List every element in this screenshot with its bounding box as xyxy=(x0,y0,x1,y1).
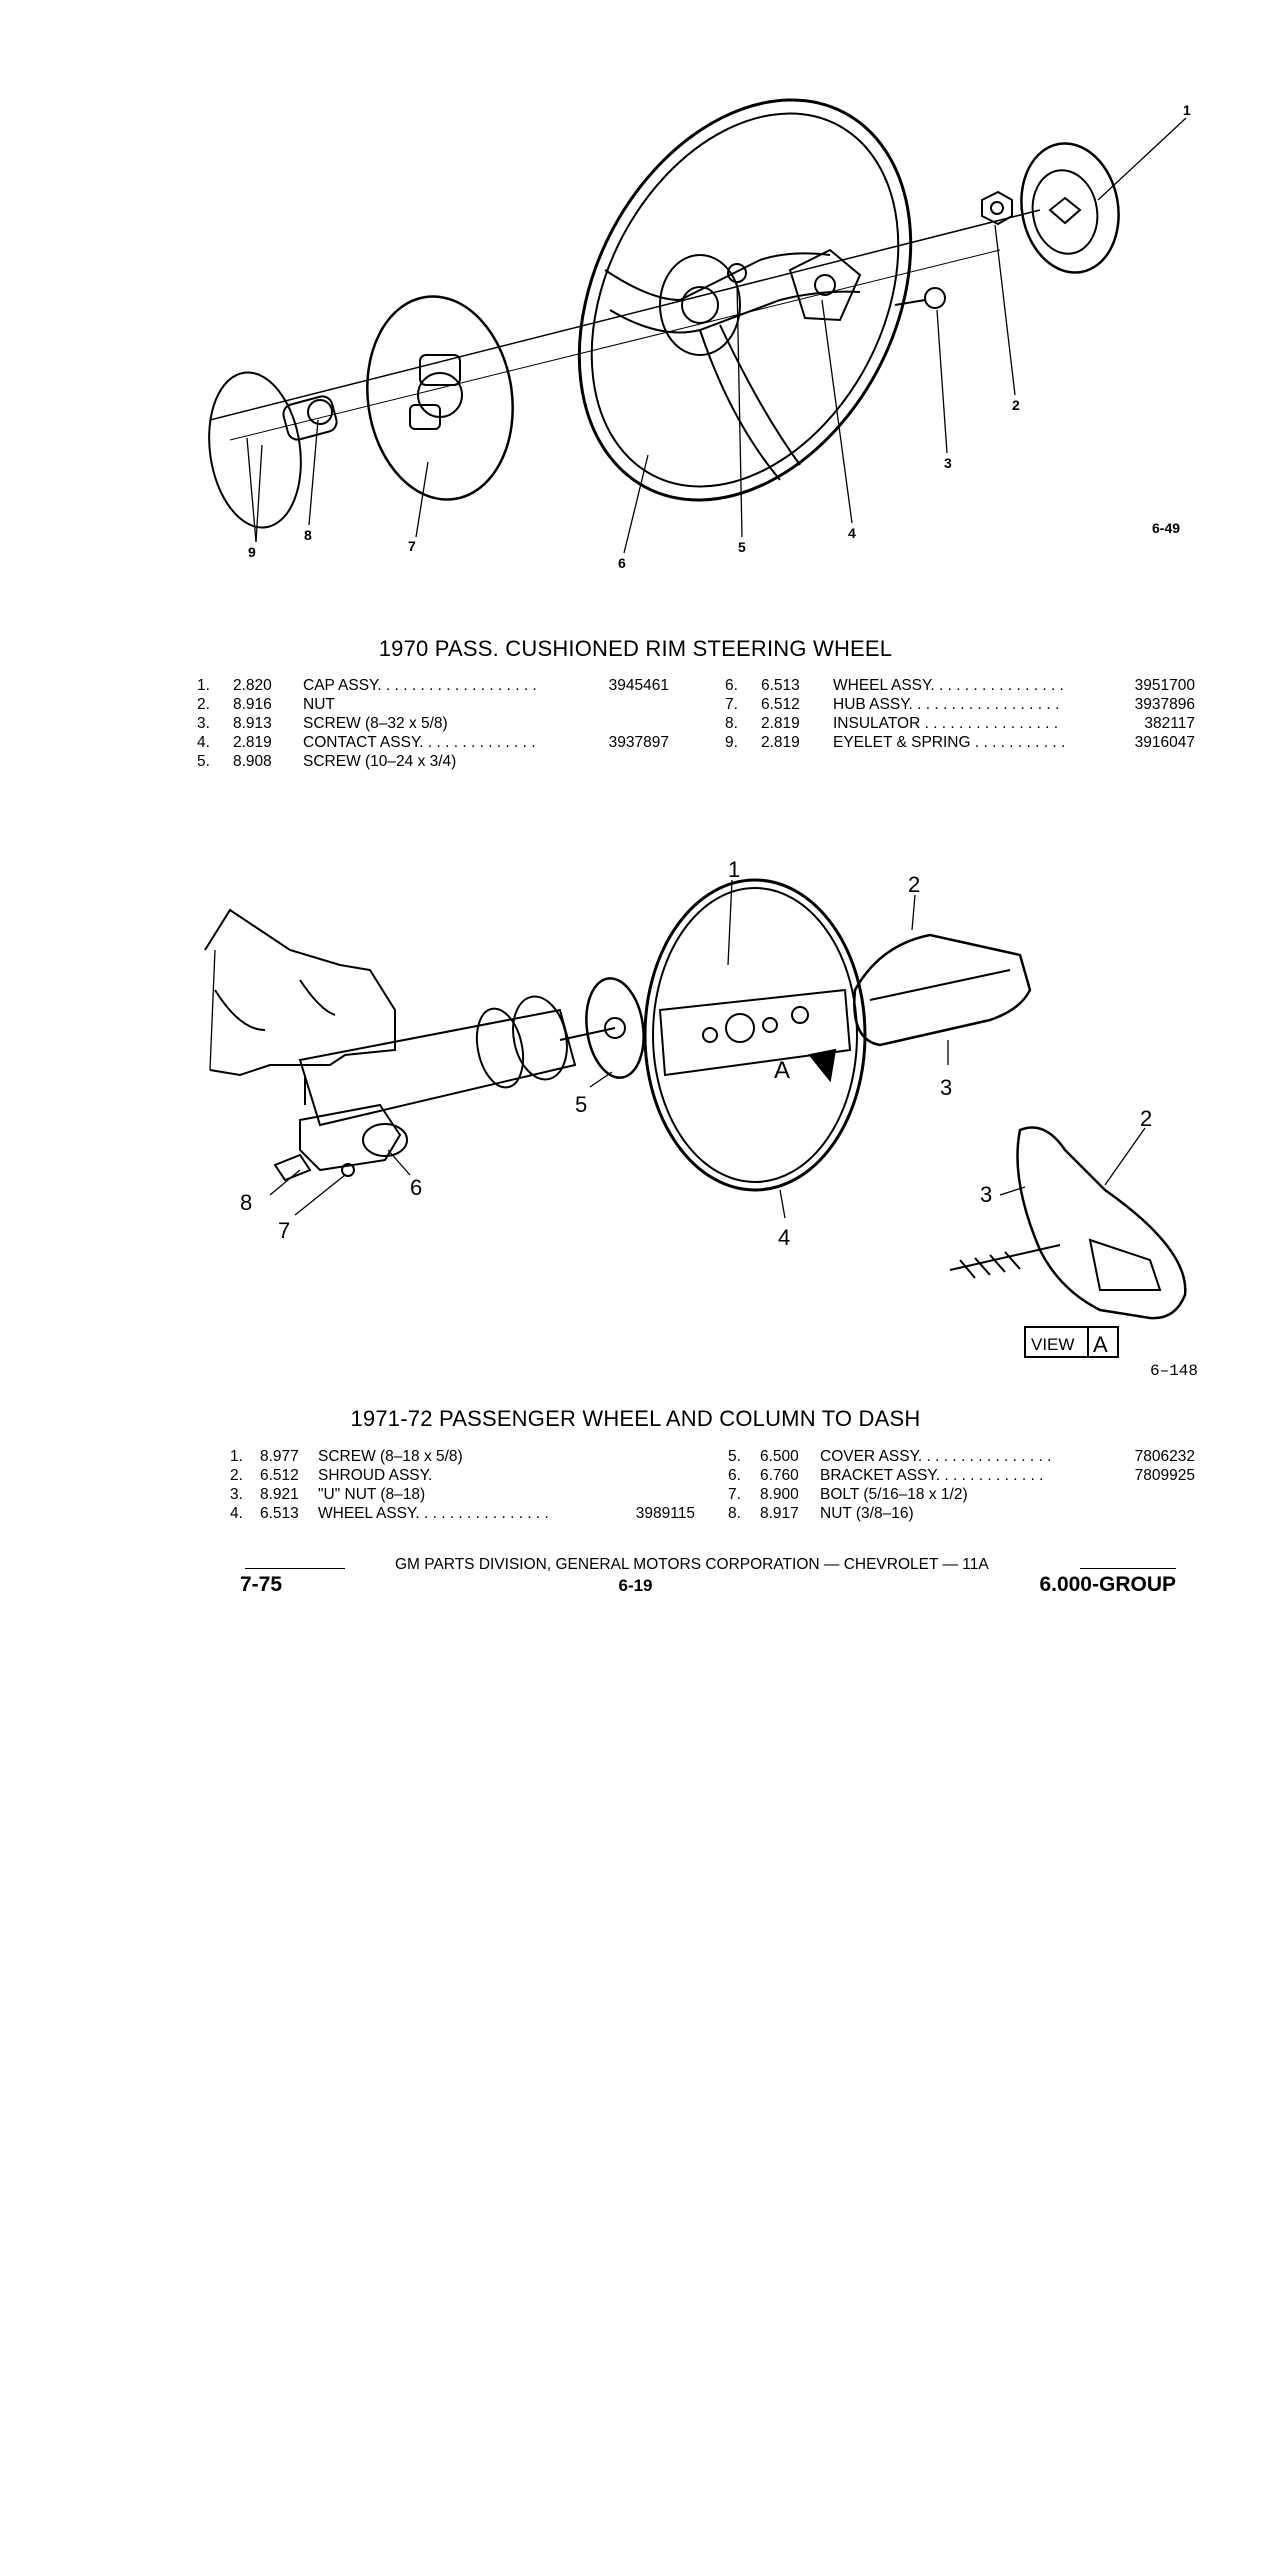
list-item: 2. 6.512 SHROUD ASSY. xyxy=(230,1467,433,1484)
callout-3: 3 xyxy=(944,455,952,471)
callout-7: 7 xyxy=(408,538,416,554)
parts-list-1971-72-right xyxy=(728,1447,1198,1523)
section-title-1970: 1970 PASS. CUSHIONED RIM STEERING WHEEL xyxy=(378,636,893,661)
section-title-1971-72: 1971-72 PASSENGER WHEEL AND COLUMN TO DASH xyxy=(350,1406,921,1431)
footer-page-number: 6-19 xyxy=(618,1576,653,1595)
callout-1: 1 xyxy=(1183,102,1191,118)
footer-rule-right xyxy=(1080,1568,1176,1569)
view-label: VIEW xyxy=(1031,1335,1075,1354)
exploded-view-drawing-2 xyxy=(0,850,1271,1390)
list-item: 5. 8.908 SCREW (10–24 x 3/4) xyxy=(197,753,457,770)
callout-8: 8 xyxy=(304,527,312,543)
figure-number-1: 6-49 xyxy=(1152,520,1181,536)
list-item: 7. 6.512 HUB ASSY. . . . . . . . . . . . . . . . . . 3937896 xyxy=(725,696,1195,713)
callout-9: 9 xyxy=(248,544,256,560)
diagram-1970-steering-wheel xyxy=(0,60,1271,580)
callout-7: 7 xyxy=(278,1218,291,1243)
callout-4: 4 xyxy=(848,525,856,541)
parts-list-1970-left xyxy=(197,676,677,771)
callout-5: 5 xyxy=(738,539,746,555)
callout-4: 4 xyxy=(778,1225,791,1250)
callout-a: A xyxy=(774,1057,791,1084)
list-item: 9. 2.819 EYELET & SPRING . . . . . . . . . . . 3916047 xyxy=(725,734,1195,751)
footer-group: 6.000-GROUP xyxy=(1039,1573,1176,1596)
callout-6: 6 xyxy=(410,1175,423,1200)
list-item: 3. 8.921 "U" NUT (8–18) xyxy=(230,1486,426,1503)
list-item: 6. 6.513 WHEEL ASSY. . . . . . . . . . . . . . . . 3951700 xyxy=(725,677,1195,694)
callout-3: 3 xyxy=(940,1075,953,1100)
callout-1: 1 xyxy=(728,857,741,882)
callout-8: 8 xyxy=(240,1190,253,1215)
list-item: 5. 6.500 COVER ASSY. . . . . . . . . . . . . . . . 7806232 xyxy=(728,1448,1195,1465)
list-item: 7. 8.900 BOLT (5/16–18 x 1/2) xyxy=(728,1486,968,1503)
diagram-1971-72-wheel-column xyxy=(0,850,1271,1390)
footer-rule-left xyxy=(245,1568,345,1569)
list-item: 6. 6.760 BRACKET ASSY. . . . . . . . . . . . . 7809925 xyxy=(728,1467,1195,1484)
list-item: 8. 8.917 NUT (3/8–16) xyxy=(728,1505,914,1522)
list-item: 2. 8.916 NUT xyxy=(197,696,335,713)
list-item: 1. 2.820 CAP ASSY. . . . . . . . . . . . . . . . . . . 3945461 xyxy=(197,677,669,694)
list-item: 1. 8.977 SCREW (8–18 x 5/8) xyxy=(230,1448,463,1465)
view-a-callout-3: 3 xyxy=(980,1182,993,1207)
footer-date-code: 7-75 xyxy=(240,1573,283,1596)
list-item: 3. 8.913 SCREW (8–32 x 5/8) xyxy=(197,715,448,732)
view-letter: A xyxy=(1093,1332,1108,1357)
callout-2: 2 xyxy=(1012,397,1020,413)
callout-5: 5 xyxy=(575,1092,588,1117)
list-item: 8. 2.819 INSULATOR . . . . . . . . . . . . . . . . 382117 xyxy=(725,715,1195,732)
view-a-callout-2: 2 xyxy=(1140,1106,1153,1131)
parts-list-1971-72-left xyxy=(230,1447,700,1523)
list-item: 4. 2.819 CONTACT ASSY. . . . . . . . . . . . . . 3937897 xyxy=(197,734,669,751)
parts-list-1970-right xyxy=(725,676,1200,752)
exploded-view-drawing-1 xyxy=(0,60,1271,580)
figure-number-2: 6–148 xyxy=(1150,1362,1199,1380)
callout-2: 2 xyxy=(908,872,921,897)
footer-publisher: GM PARTS DIVISION, GENERAL MOTORS CORPORATION — CHEVROLET — 11A xyxy=(395,1556,989,1573)
callout-6: 6 xyxy=(618,555,626,571)
list-item: 4. 6.513 WHEEL ASSY. . . . . . . . . . . . . . . . 3989115 xyxy=(230,1505,695,1522)
